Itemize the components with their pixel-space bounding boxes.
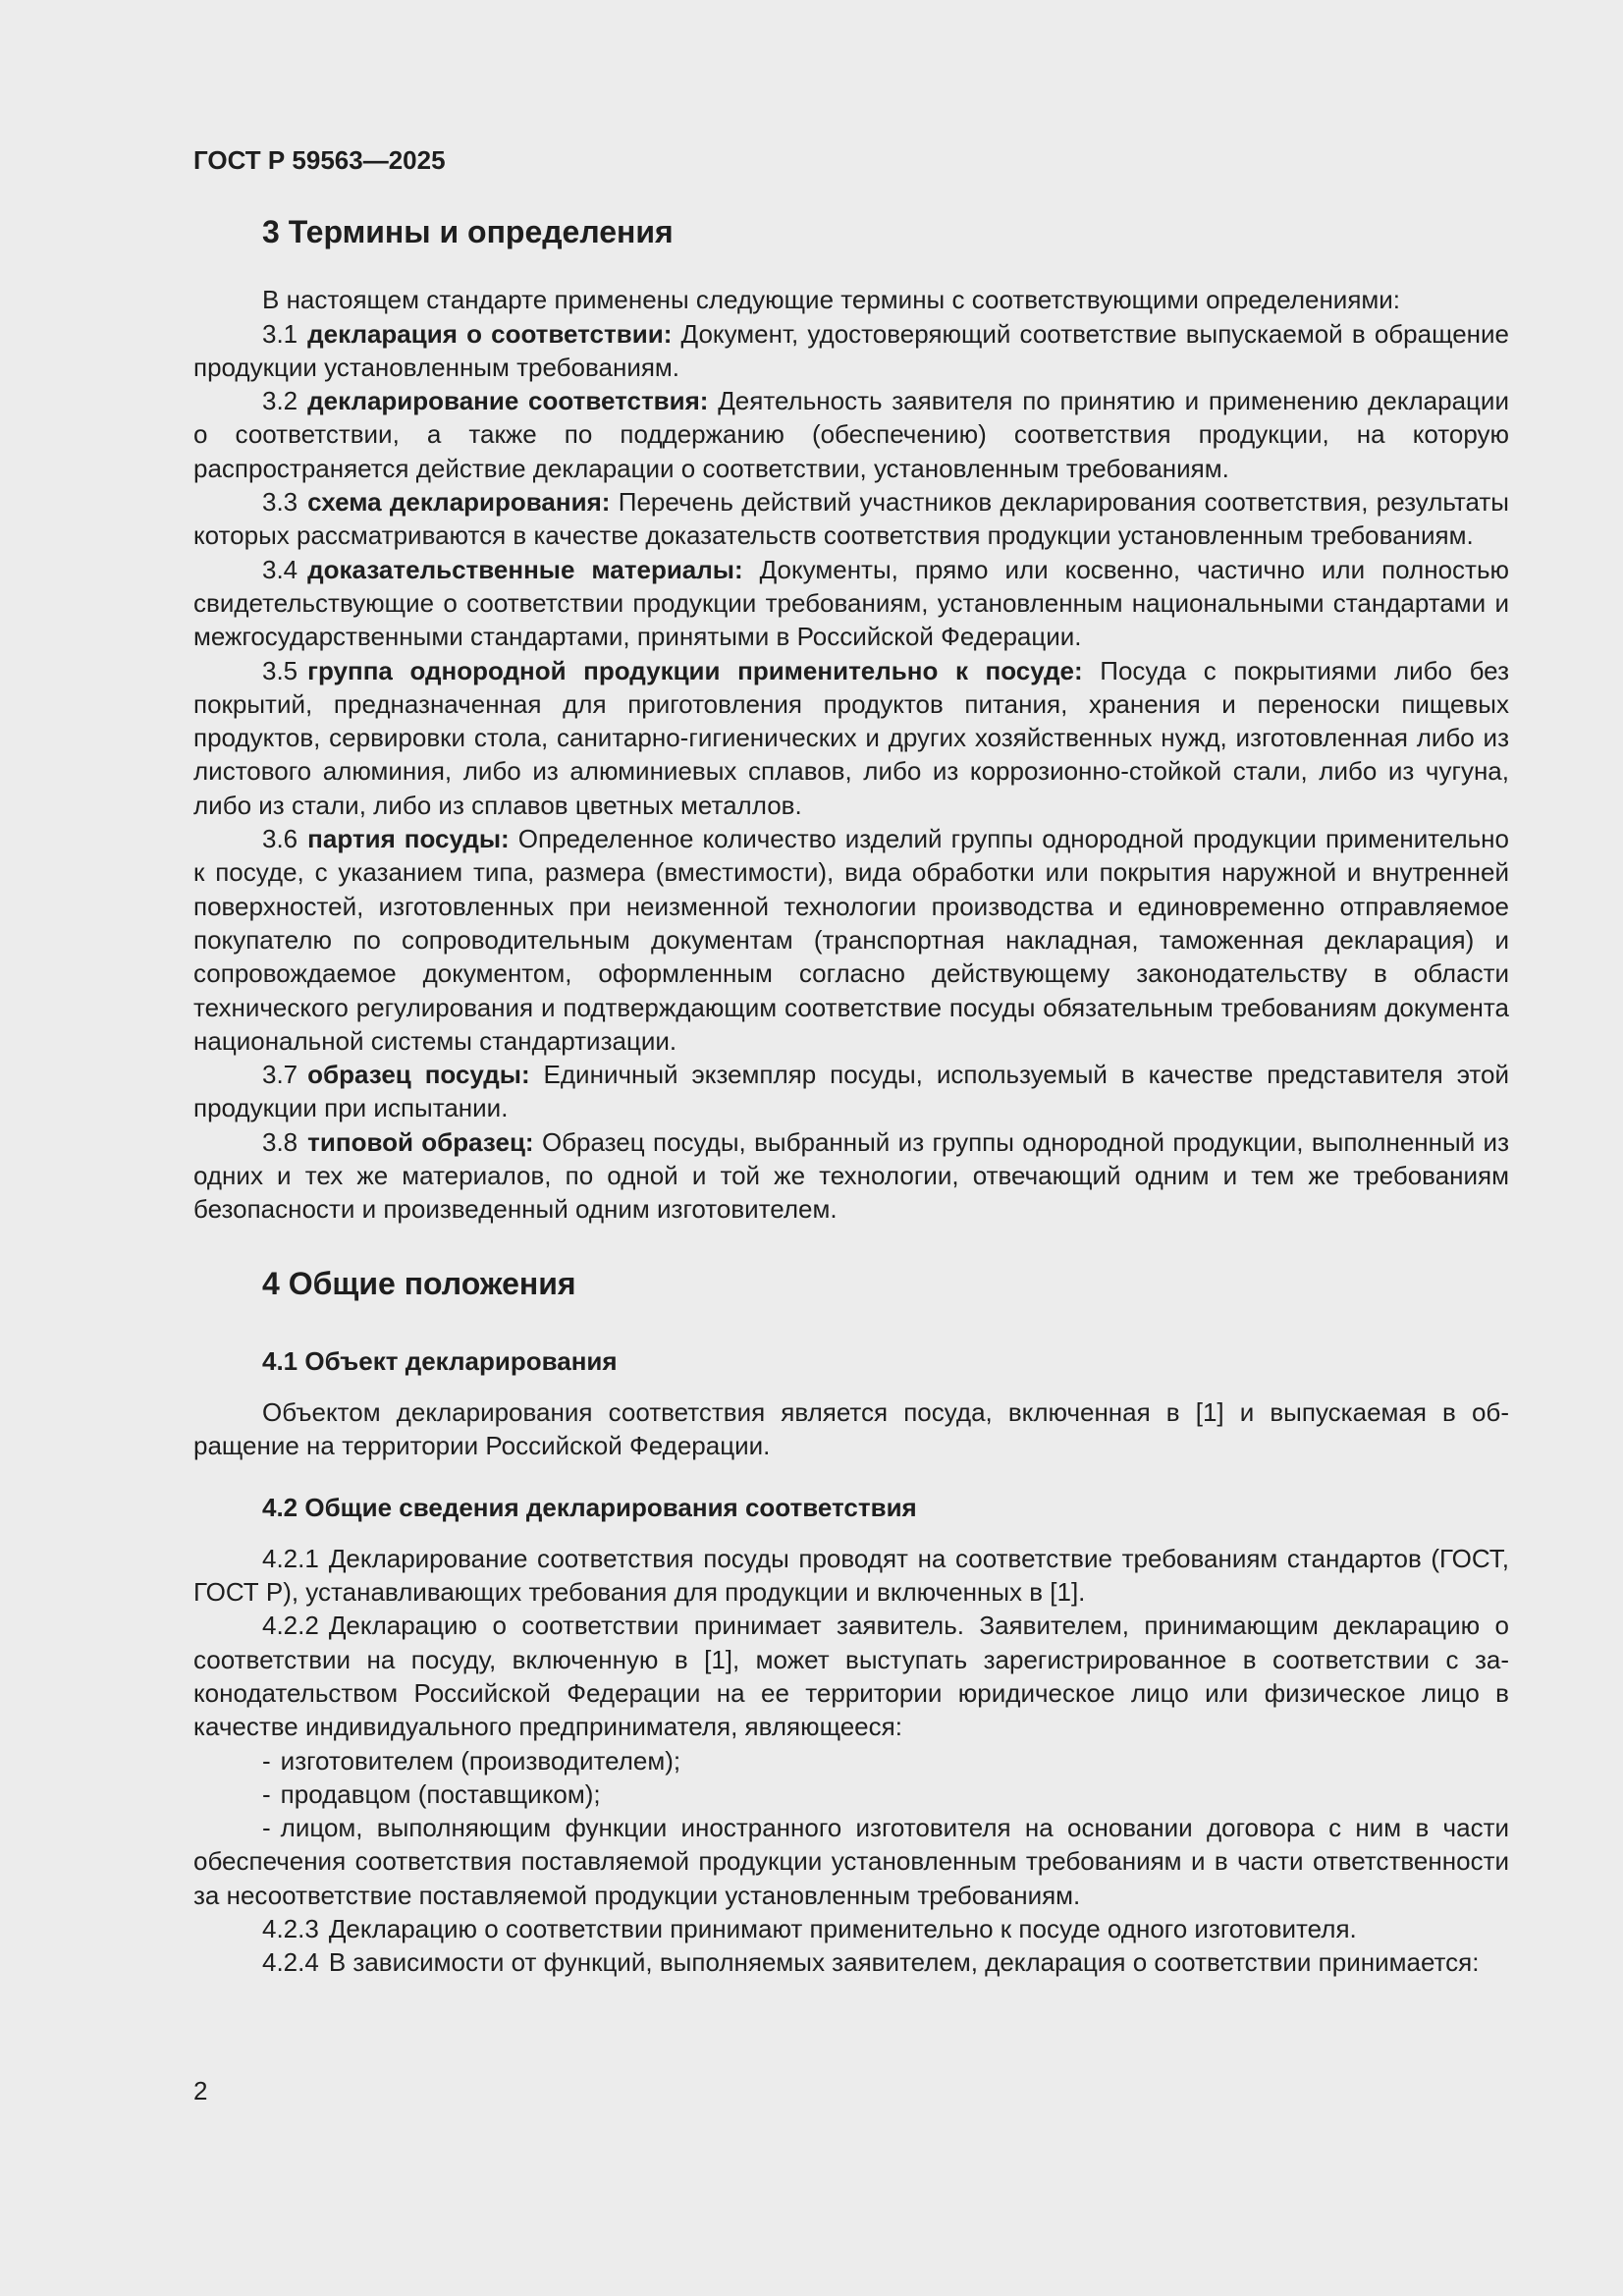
term-number: 3.5 — [262, 655, 298, 685]
clause-4-2-3 — [193, 1912, 1509, 1945]
term-definition: Деятельность заявителя по принятию и применению декларации о соответствии, а также по поддержанию (обеспечению) соответствия продукции, на которую распространяется действие декларации о соответствии, установленным требованиям. — [193, 386, 1509, 483]
section-3-intro: В настоящем стандарте применены следующие термины с соответствующими определениями: — [262, 285, 1401, 315]
term-number: 3.8 — [262, 1126, 298, 1157]
clause-number: 4.2.3 — [262, 1914, 319, 1944]
clause-text: Декларацию о соответствии принимают применительно к посуде одного изготовителя. — [328, 1914, 1357, 1944]
list-item-text: изготовителем (производителем); — [280, 1745, 681, 1776]
term-3-6 — [193, 822, 1509, 1058]
term-definition: Образец посуды, выбранный из группы однородной продукции, выполненный из одних и тех же материалов, по одной и той же технологии, отвечающий одним и тем же требованиям безопасности и произведенный одним изготовителем. — [193, 1126, 1509, 1225]
page-number: 2 — [193, 2076, 208, 2105]
term-number: 3.1 — [262, 318, 298, 349]
clause-4-2-2 — [193, 1609, 1509, 1743]
clause-text: В зависимости от функций, выполняемых заявителем, декларация о соответствии принимается: — [328, 1947, 1480, 1978]
term-3-8 — [193, 1125, 1509, 1227]
term-name: типовой образец: — [307, 1126, 534, 1157]
document-id: ГОСТ Р 59563—2025 — [193, 145, 446, 175]
term-number: 3.3 — [262, 487, 298, 518]
list-item-text: лицом, выполняющим функции иностранного изготовителя на основании договора с ним в части обеспечения соответствия поставляемой продукции установленным требованиям и в части ответственности за несоответствие поставляемой продукции установленным требованиям. — [193, 1813, 1509, 1910]
term-name: декларирование соответствия: — [307, 386, 709, 416]
term-definition: Документ, удостоверяющий соответствие выпускаемой в обращение продукции установленным требованиям. — [193, 318, 1510, 382]
clause-4-2-4 — [193, 1945, 1509, 1979]
term-3-4 — [193, 553, 1509, 654]
term-definition: Документы, прямо или косвенно, частично или полностью свидетельствующие о соответствии продукции требованиям, установленным национальными стандартами и межгосударственными стандартами, принятыми в Российской Федерации. — [193, 554, 1509, 652]
list-item — [193, 1744, 1509, 1777]
list-item — [193, 1811, 1509, 1912]
term-name: группа однородной продукции применительно к посуде: — [307, 655, 1083, 685]
term-name: образец посуды: — [307, 1060, 530, 1090]
section-4-title: 4 Общие положения — [262, 1265, 576, 1301]
term-number: 3.2 — [262, 386, 298, 416]
clause-text: Декларацию о соответствии принимает заявитель. Заявителем, принимающим декларацию о соответствии на посуду, включенную в [1], может выступать зарегистрированное в соответствии с законодательством Российской Федерации на ее территории юридическое лицо или физическое лицо в качестве индивидуального предпринимателя, являющееся: — [193, 1611, 1509, 1742]
term-definition: Посуда с покрытиями либо без покрытий, предназначенная для приготовления продуктов питания, хранения и переноски пищевых продуктов, сервировки стола, санитарно-гигиенических и других хозяйственных нужд, изготовленная либо из листового алюминия, либо из алюминиевых сплавов, либо из коррозионно-стойкой стали, либо из чугуна, либо из стали, либо из сплавов цветных металлов. — [193, 655, 1509, 820]
term-number: 3.7 — [262, 1060, 298, 1090]
term-3-7 — [193, 1058, 1509, 1125]
clause-number: 4.2.2 — [262, 1611, 319, 1641]
term-name: партия посуды: — [307, 824, 510, 854]
term-3-3 — [193, 485, 1509, 553]
term-name: доказательственные материалы: — [307, 554, 743, 584]
clause-number: 4.2.1 — [262, 1543, 319, 1573]
list-item-text: продавцом (поставщиком); — [280, 1778, 601, 1809]
clause-number: 4.2.4 — [262, 1947, 319, 1978]
list-dash: - — [262, 1813, 271, 1843]
term-definition: Определенное количество изделий группы однородной продукции применительно к посуде, с указанием типа, размера (вместимости), вида обработки или покрытия наружной и внутренней поверхностей, изготовленных при неизменной технологии производства и единовременно отправляемое покупателю по сопроводительным документам (транспортная накладная, таможенная декларация) и сопровождаемое документом, оформленным согласно действующему законодательству в области технического регулирования и подтверждающим соответствие посуды обязательным требованиям документа национальной системы стандартизации. — [193, 824, 1509, 1056]
page-content — [193, 143, 1509, 1980]
term-3-2 — [193, 384, 1509, 485]
list-dash: - — [262, 1745, 271, 1776]
term-3-5 — [193, 654, 1509, 822]
term-3-1 — [193, 317, 1509, 385]
term-number: 3.4 — [262, 554, 298, 584]
term-number: 3.6 — [262, 824, 298, 854]
subsection-4-1-title: 4.1 Объект декларирования — [262, 1345, 618, 1376]
term-name: декларация о соответствии: — [307, 318, 673, 349]
clause-text: Декларирование соответствия посуды проводят на соответствие требованиям стандартов (ГОСТ, ГОСТ Р), устанавливающих требования для продукции и включенных в [1]. — [193, 1543, 1509, 1608]
term-definition: Единичный экземпляр посуды, используемый в качестве представителя этой продукции при испытании. — [193, 1060, 1509, 1123]
list-dash: - — [262, 1778, 271, 1809]
section-3-title: 3 Термины и определения — [262, 214, 674, 250]
term-definition: Перечень действий участников декларирования соответствия, результаты которых рассматриваются в качестве доказательств соответствия продукции установленным требованиям. — [193, 487, 1509, 551]
subsection-4-2-title: 4.2 Общие сведения декларирования соответствия — [262, 1492, 917, 1522]
subsection-4-1-text: Объектом декларирования соответствия является посуда, включенная в [1] и выпускаемая в обращение на территории Российской Федерации. — [193, 1396, 1509, 1461]
list-item — [193, 1777, 1509, 1811]
term-name: схема декларирования: — [307, 487, 611, 518]
clause-4-2-1 — [193, 1542, 1509, 1610]
